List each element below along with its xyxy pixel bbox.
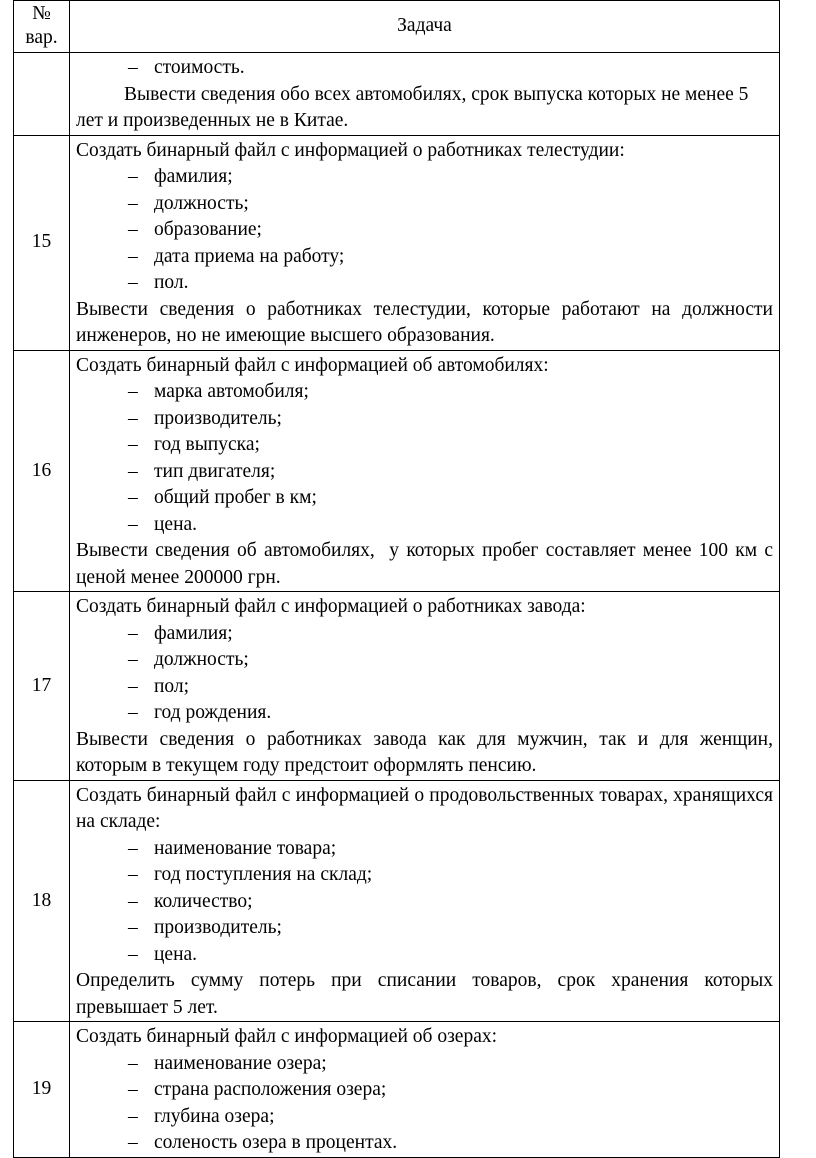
- task-intro: Создать бинарный файл с информацией об автомобилях:: [76, 354, 549, 376]
- dash-bullet: –: [128, 1132, 138, 1153]
- dash-bullet: –: [128, 1105, 138, 1127]
- list-item: – образование;: [76, 217, 773, 244]
- list-item: – фамилия;: [76, 621, 773, 648]
- dash-bullet: –: [128, 460, 138, 482]
- task-conclusion: Вывести сведения об автомобилях, у которых пробег составляет менее 100 км с ценой менее 200000 грн.: [76, 540, 778, 588]
- list-item: – пол;: [76, 674, 773, 701]
- dash-bullet: –: [128, 166, 138, 187]
- header-task: Задача: [70, 1, 780, 53]
- list-item: – должность;: [76, 647, 773, 674]
- dash-bullet: –: [128, 407, 138, 429]
- list-item: – наименование товара;: [76, 836, 773, 863]
- dash-bullet: –: [128, 487, 138, 508]
- dash-bullet: –: [128, 219, 138, 240]
- variant-number: 16: [14, 350, 70, 592]
- variant-number: 18: [14, 780, 70, 1022]
- table-row: [14, 592, 780, 781]
- task-intro: Создать бинарный файл с информацией о работниках завода:: [76, 596, 586, 617]
- dash-bullet: –: [128, 864, 138, 885]
- task-intro: Создать бинарный файл с информацией об озерах:: [76, 1026, 498, 1047]
- task-cell: [70, 592, 780, 781]
- task-cell: [70, 135, 780, 350]
- list-item: – наименование озера;: [76, 1051, 773, 1078]
- dash-bullet: –: [128, 1079, 138, 1100]
- task-intro: Создать бинарный файл с информацией о работниках телестудии:: [76, 139, 625, 161]
- dash-bullet: –: [128, 381, 138, 402]
- list-item: – дата приема на работу;: [76, 244, 773, 271]
- list-item: – общий пробег в км;: [76, 485, 773, 512]
- list-item: – цена.: [76, 942, 773, 969]
- list-item: – год выпуска;: [76, 432, 773, 459]
- variant-number: 17: [14, 592, 70, 781]
- list-item: – фамилия;: [76, 164, 773, 191]
- header-variant-number: № вар.: [14, 1, 70, 53]
- variant-number: [14, 53, 70, 136]
- table-row: [14, 53, 780, 136]
- list-item: – год поступления на склад;: [76, 862, 773, 889]
- dash-bullet: –: [128, 837, 138, 859]
- dash-bullet: –: [128, 649, 138, 670]
- dash-bullet: –: [128, 434, 138, 455]
- task-conclusion: Определить сумму потерь при списании товаров, срок хранения которых превышает 5 лет.: [76, 970, 773, 1018]
- task-conclusion: Вывести сведения о работниках завода как для мужчин, так и для женщин, которым в текущем году предстоит оформлять пенсию.: [76, 728, 773, 776]
- list-item: – цена.: [76, 512, 773, 539]
- header-row: [14, 1, 780, 53]
- tasks-table: [13, 0, 780, 1158]
- dash-bullet: –: [128, 622, 138, 644]
- list-item: – тип двигателя;: [76, 459, 773, 486]
- table-row: [14, 780, 780, 1022]
- dash-bullet: –: [128, 245, 138, 267]
- variant-number: 19: [14, 1022, 70, 1158]
- dash-bullet: –: [128, 57, 138, 78]
- dash-bullet: –: [128, 1052, 138, 1074]
- dash-bullet: –: [128, 192, 138, 214]
- task-conclusion: Вывести сведения о работниках телестудии, которые работают на должности инженеров, но не имеющие высшего образования.: [76, 298, 773, 346]
- list-item: – соленость озера в процентах.: [76, 1130, 773, 1157]
- table-row: [14, 1022, 780, 1158]
- list-item: – год рождения.: [76, 700, 773, 727]
- list-item: – производитель;: [76, 406, 773, 433]
- table-row: [14, 135, 780, 350]
- list-item: – производитель;: [76, 915, 773, 942]
- list-item: – пол.: [76, 270, 773, 297]
- dash-bullet: –: [128, 272, 138, 293]
- list-item: – должность;: [76, 191, 773, 218]
- list-item: – стоимость.: [76, 55, 773, 82]
- task-cell: [70, 53, 780, 136]
- dash-bullet: –: [128, 675, 138, 697]
- dash-bullet: –: [128, 917, 138, 938]
- task-cell: [70, 1022, 780, 1158]
- table-row: [14, 350, 780, 592]
- task-cell: [70, 780, 780, 1022]
- variant-number: 15: [14, 135, 70, 350]
- task-intro: Создать бинарный файл с информацией о продовольственных товарах, хранящихся на складе:: [76, 784, 773, 832]
- dash-bullet: –: [128, 513, 138, 535]
- task-conclusion: Вывести сведения обо всех автомобилях, срок выпуска которых не менее 5 лет и произведенных не в Китае.: [76, 83, 749, 131]
- list-item: – глубина озера;: [76, 1104, 773, 1131]
- dash-bullet: –: [128, 702, 138, 723]
- list-item: – количество;: [76, 889, 773, 916]
- task-cell: [70, 350, 780, 592]
- dash-bullet: –: [128, 890, 138, 912]
- dash-bullet: –: [128, 943, 138, 965]
- list-item: – марка автомобиля;: [76, 379, 773, 406]
- list-item: – страна расположения озера;: [76, 1077, 773, 1104]
